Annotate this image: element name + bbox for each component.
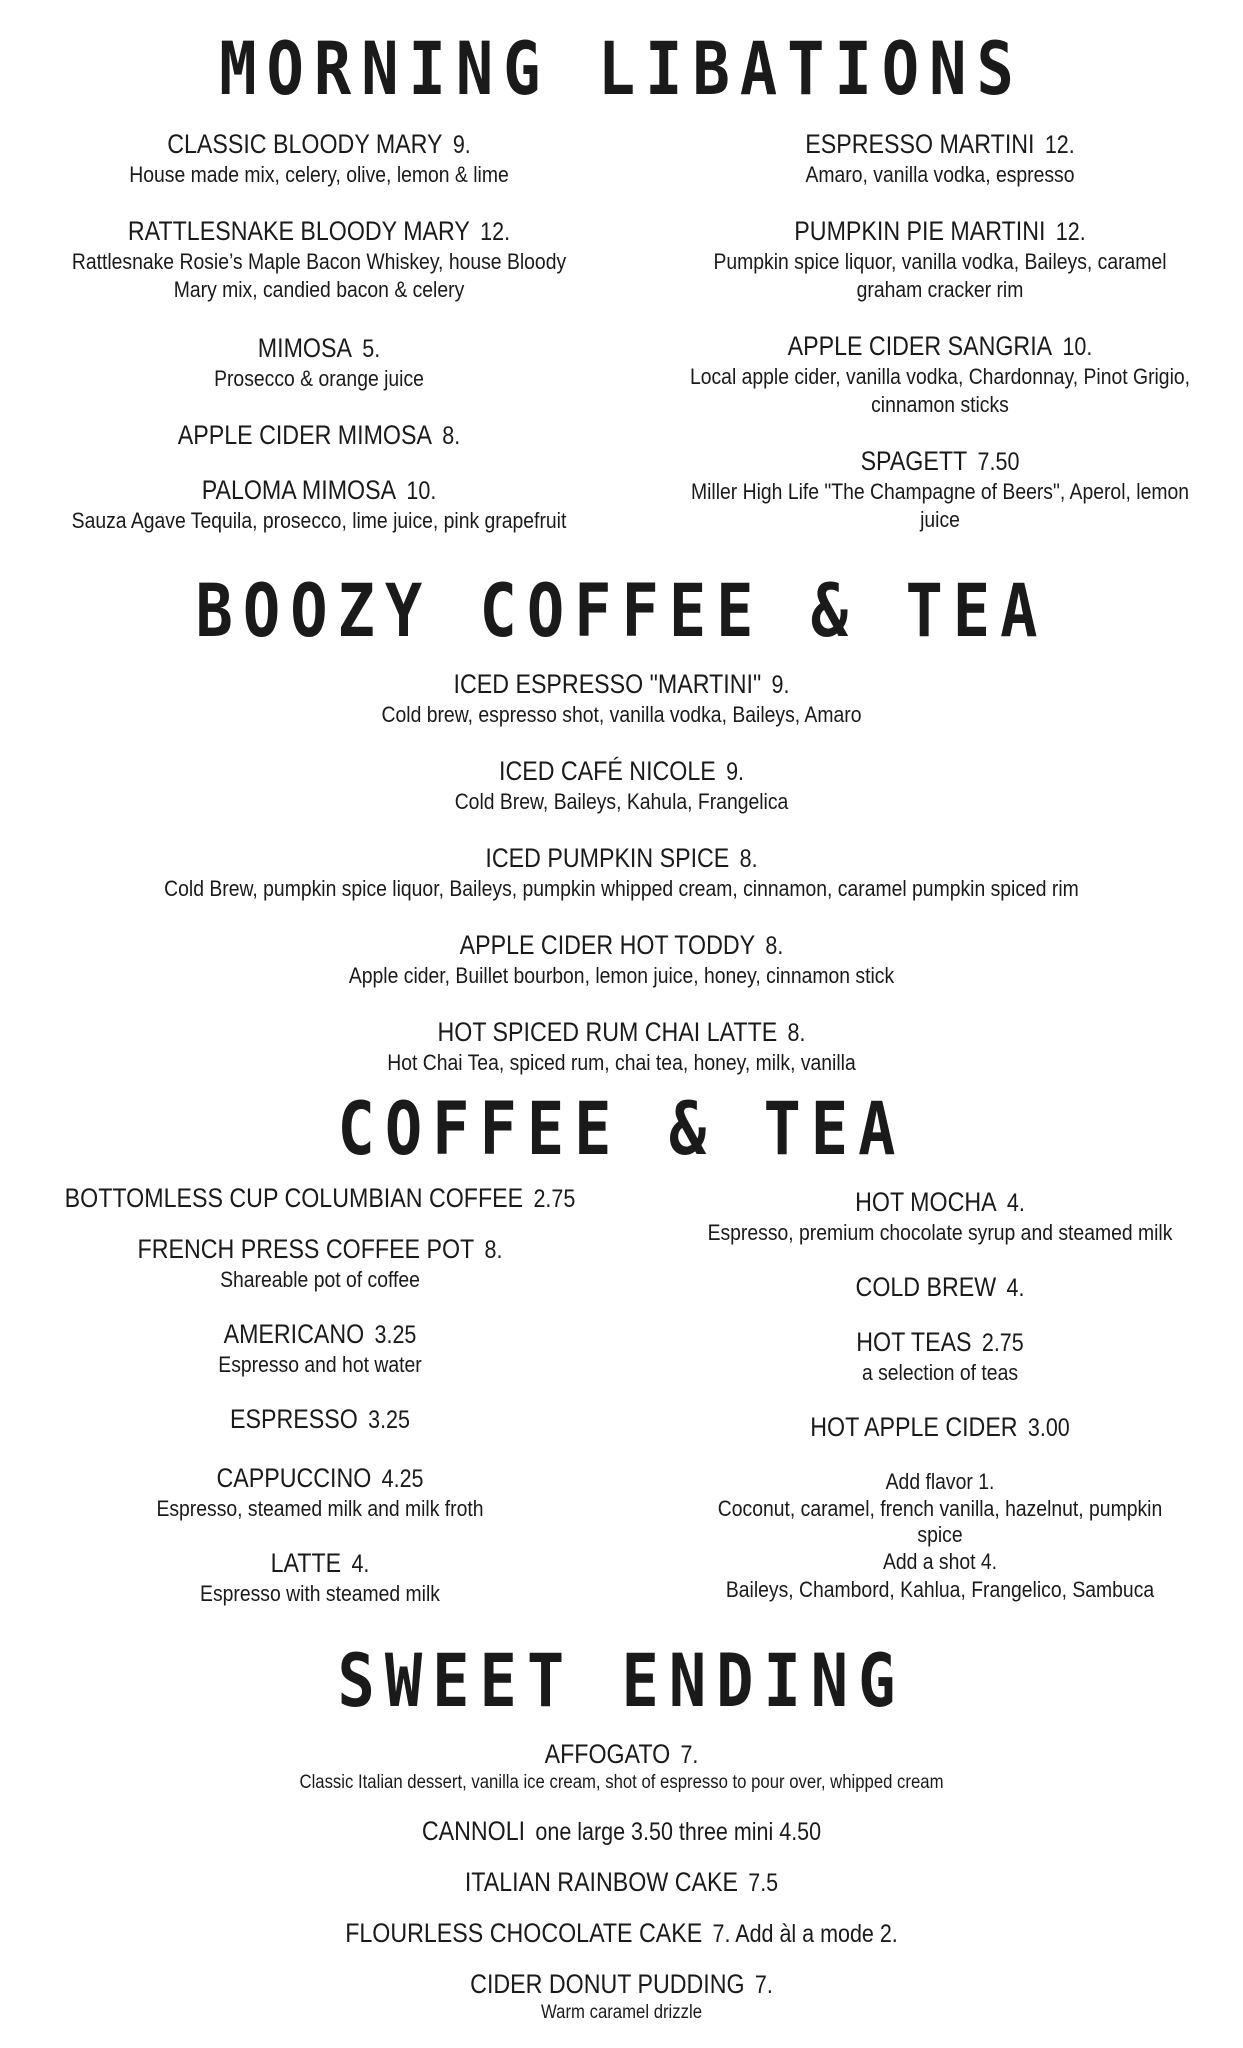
menu-item <box>20 1318 620 1379</box>
item-price: 9. <box>771 671 790 699</box>
menu-item <box>20 1547 620 1608</box>
add-flavor-options: Coconut, caramel, french vanilla, hazelnut, pumpkin spice <box>717 1496 1163 1547</box>
item-price: one large 3.50 three mini 4.50 <box>535 1818 822 1846</box>
item-price: 7. Add àl a mode 2. <box>712 1920 898 1948</box>
menu-item <box>650 330 1230 419</box>
menu-item <box>0 1917 1243 1950</box>
coffee-left-column <box>20 1182 620 1608</box>
item-name: HOT SPICED RUM CHAI LATTE <box>437 1017 778 1047</box>
item-price: 12. <box>1055 218 1086 246</box>
menu-item <box>650 128 1230 189</box>
item-name: FRENCH PRESS COFFEE POT <box>137 1234 475 1264</box>
boozy-column <box>0 668 1243 1077</box>
item-price: 9. <box>452 131 471 159</box>
sweet-column <box>0 1738 1243 2025</box>
item-name: AMERICANO <box>223 1319 365 1349</box>
item-name: FLOURLESS CHOCOLATE CAKE <box>345 1918 703 1948</box>
menu-item <box>0 1866 1243 1899</box>
menu-item <box>0 755 1243 816</box>
item-name: ICED PUMPKIN SPICE <box>485 843 730 873</box>
section-title-coffee-tea: COFFEE & TEA <box>337 1085 906 1172</box>
item-price: 2.75 <box>533 1185 576 1213</box>
item-price: 8. <box>484 1236 503 1264</box>
item-price: 4. <box>1006 1189 1025 1217</box>
item-price: 7. <box>680 1741 699 1769</box>
item-name: RATTLESNAKE BLOODY MARY <box>127 216 470 246</box>
item-price: 12. <box>480 218 511 246</box>
item-description: Shareable pot of coffee <box>220 1267 420 1292</box>
item-name: CIDER DONUT PUDDING <box>470 1969 745 1999</box>
item-name: CLASSIC BLOODY MARY <box>167 129 443 159</box>
item-description: Classic Italian dessert, vanilla ice cream, shot of espresso to pour over, whipped cream <box>299 1772 944 1793</box>
item-price: 7.50 <box>977 448 1020 476</box>
item-name: APPLE CIDER SANGRIA <box>787 331 1053 361</box>
menu-item <box>0 668 1243 729</box>
item-price: 4. <box>351 1550 370 1578</box>
item-description: Espresso and hot water <box>218 1352 422 1377</box>
item-price: 4. <box>1006 1274 1025 1302</box>
item-name: CAPPUCCINO <box>216 1463 372 1493</box>
menu-item <box>645 1411 1235 1444</box>
menu-item <box>0 1016 1243 1077</box>
item-description: a selection of teas <box>861 1360 1019 1385</box>
item-name: LATTE <box>270 1548 342 1578</box>
item-price: 8. <box>765 932 784 960</box>
item-name: ESPRESSO MARTINI <box>805 129 1035 159</box>
item-description: House made mix, celery, olive, lemon & lime <box>129 162 509 187</box>
item-description: Cold Brew, pumpkin spice liquor, Baileys, pumpkin whipped cream, cinnamon, caramel pumpkin spiced rim <box>164 876 1079 901</box>
item-price: 5. <box>362 335 381 363</box>
menu-item <box>20 1233 620 1294</box>
item-description: Sauza Agave Tequila, prosecco, lime juice, pink grapefruit <box>71 508 567 533</box>
add-shot-options: Baileys, Chambord, Kahlua, Frangelico, Sambuca <box>725 1577 1155 1602</box>
item-price: 10. <box>1062 333 1093 361</box>
item-name: HOT TEAS <box>856 1327 972 1357</box>
item-name: ICED CAFÉ NICOLE <box>498 756 716 786</box>
item-description: Espresso with steamed milk <box>200 1581 440 1606</box>
menu-item <box>20 1403 620 1436</box>
menu-item <box>20 1182 620 1215</box>
item-description: Cold brew, espresso shot, vanilla vodka, Baileys, Amaro <box>381 702 862 727</box>
item-price: 4.25 <box>381 1465 424 1493</box>
item-price: 3.25 <box>374 1321 417 1349</box>
menu-item <box>645 1271 1235 1304</box>
item-description: Hot Chai Tea, spiced rum, chai tea, honey, milk, vanilla <box>387 1050 856 1075</box>
section-title-morning-libations: MORNING LIBATIONS <box>219 25 1024 112</box>
item-price: 12. <box>1044 131 1075 159</box>
menu-item <box>645 1326 1235 1387</box>
item-description: Local apple cider, vanilla vodka, Chardonnay, Pinot Grigio, cinnamon sticks <box>689 364 1191 417</box>
item-description: Amaro, vanilla vodka, espresso <box>805 162 1075 187</box>
addons-block <box>645 1468 1235 1604</box>
item-description: Prosecco & orange juice <box>214 366 424 391</box>
item-description: Cold Brew, Baileys, Kahula, Frangelica <box>454 789 789 814</box>
menu-item <box>14 332 624 393</box>
morning-left-column <box>14 128 624 535</box>
item-price: 8. <box>739 845 758 873</box>
item-name: CANNOLI <box>421 1816 526 1846</box>
add-shot-label: Add a shot 4. <box>882 1549 998 1574</box>
item-price: 3.25 <box>368 1406 410 1434</box>
section-title-sweet-ending: SWEET ENDING <box>337 1637 906 1724</box>
item-name: ICED ESPRESSO "MARTINI" <box>453 669 762 699</box>
menu-item <box>0 1968 1243 2025</box>
item-name: PALOMA MIMOSA <box>201 475 397 505</box>
item-price: 10. <box>406 477 437 505</box>
item-price: 9. <box>726 758 745 786</box>
item-price: 8. <box>787 1019 806 1047</box>
item-name: HOT MOCHA <box>855 1187 997 1217</box>
item-description: Apple cider, Buillet bourbon, lemon juice, honey, cinnamon stick <box>348 963 895 988</box>
item-price: 2.75 <box>981 1329 1024 1357</box>
menu-item <box>14 474 624 535</box>
menu-item <box>0 1738 1243 1795</box>
item-description: Espresso, steamed milk and milk froth <box>156 1496 484 1521</box>
item-name: ITALIAN RAINBOW CAKE <box>464 1867 738 1897</box>
add-flavor-label: Add flavor 1. <box>885 1469 995 1494</box>
coffee-right-column <box>645 1186 1235 1604</box>
item-name: MIMOSA <box>257 333 352 363</box>
menu-item <box>14 128 624 189</box>
item-description: Miller High Life "The Champagne of Beers", Aperol, lemon juice <box>691 479 1189 532</box>
item-description: Espresso, premium chocolate syrup and steamed milk <box>707 1220 1173 1245</box>
menu-item <box>645 1186 1235 1247</box>
item-price: 7.5 <box>748 1869 779 1897</box>
item-name: COLD BREW <box>855 1272 997 1302</box>
item-name: APPLE CIDER MIMOSA <box>177 420 432 450</box>
item-price: 3.00 <box>1027 1414 1070 1442</box>
menu-item <box>14 215 624 304</box>
item-name: ESPRESSO <box>230 1404 358 1434</box>
item-name: SPAGETT <box>860 446 968 476</box>
item-name: HOT APPLE CIDER <box>810 1412 1018 1442</box>
menu-item <box>0 929 1243 990</box>
item-name: BOTTOMLESS CUP COLUMBIAN COFFEE <box>64 1183 524 1213</box>
item-price: 7. <box>754 1971 773 1999</box>
section-title-boozy-coffee-tea: BOOZY COFFEE & TEA <box>195 567 1048 654</box>
item-name: AFFOGATO <box>544 1739 671 1769</box>
item-name: APPLE CIDER HOT TODDY <box>459 930 756 960</box>
menu-item <box>20 1462 620 1523</box>
item-price: 8. <box>442 422 461 450</box>
menu-item <box>650 215 1230 304</box>
menu-item <box>650 445 1230 534</box>
menu-item <box>0 1815 1243 1848</box>
menu-item <box>14 419 624 452</box>
menu-item <box>0 842 1243 903</box>
item-description: Pumpkin spice liquor, vanilla vodka, Baileys, caramel graham cracker rim <box>713 249 1167 302</box>
item-description: Warm caramel drizzle <box>540 2002 703 2023</box>
morning-right-column <box>650 128 1230 534</box>
item-name: PUMPKIN PIE MARTINI <box>794 216 1046 246</box>
item-description: Rattlesnake Rosie’s Maple Bacon Whiskey, house Bloody Mary mix, candied bacon & celery <box>71 249 567 302</box>
